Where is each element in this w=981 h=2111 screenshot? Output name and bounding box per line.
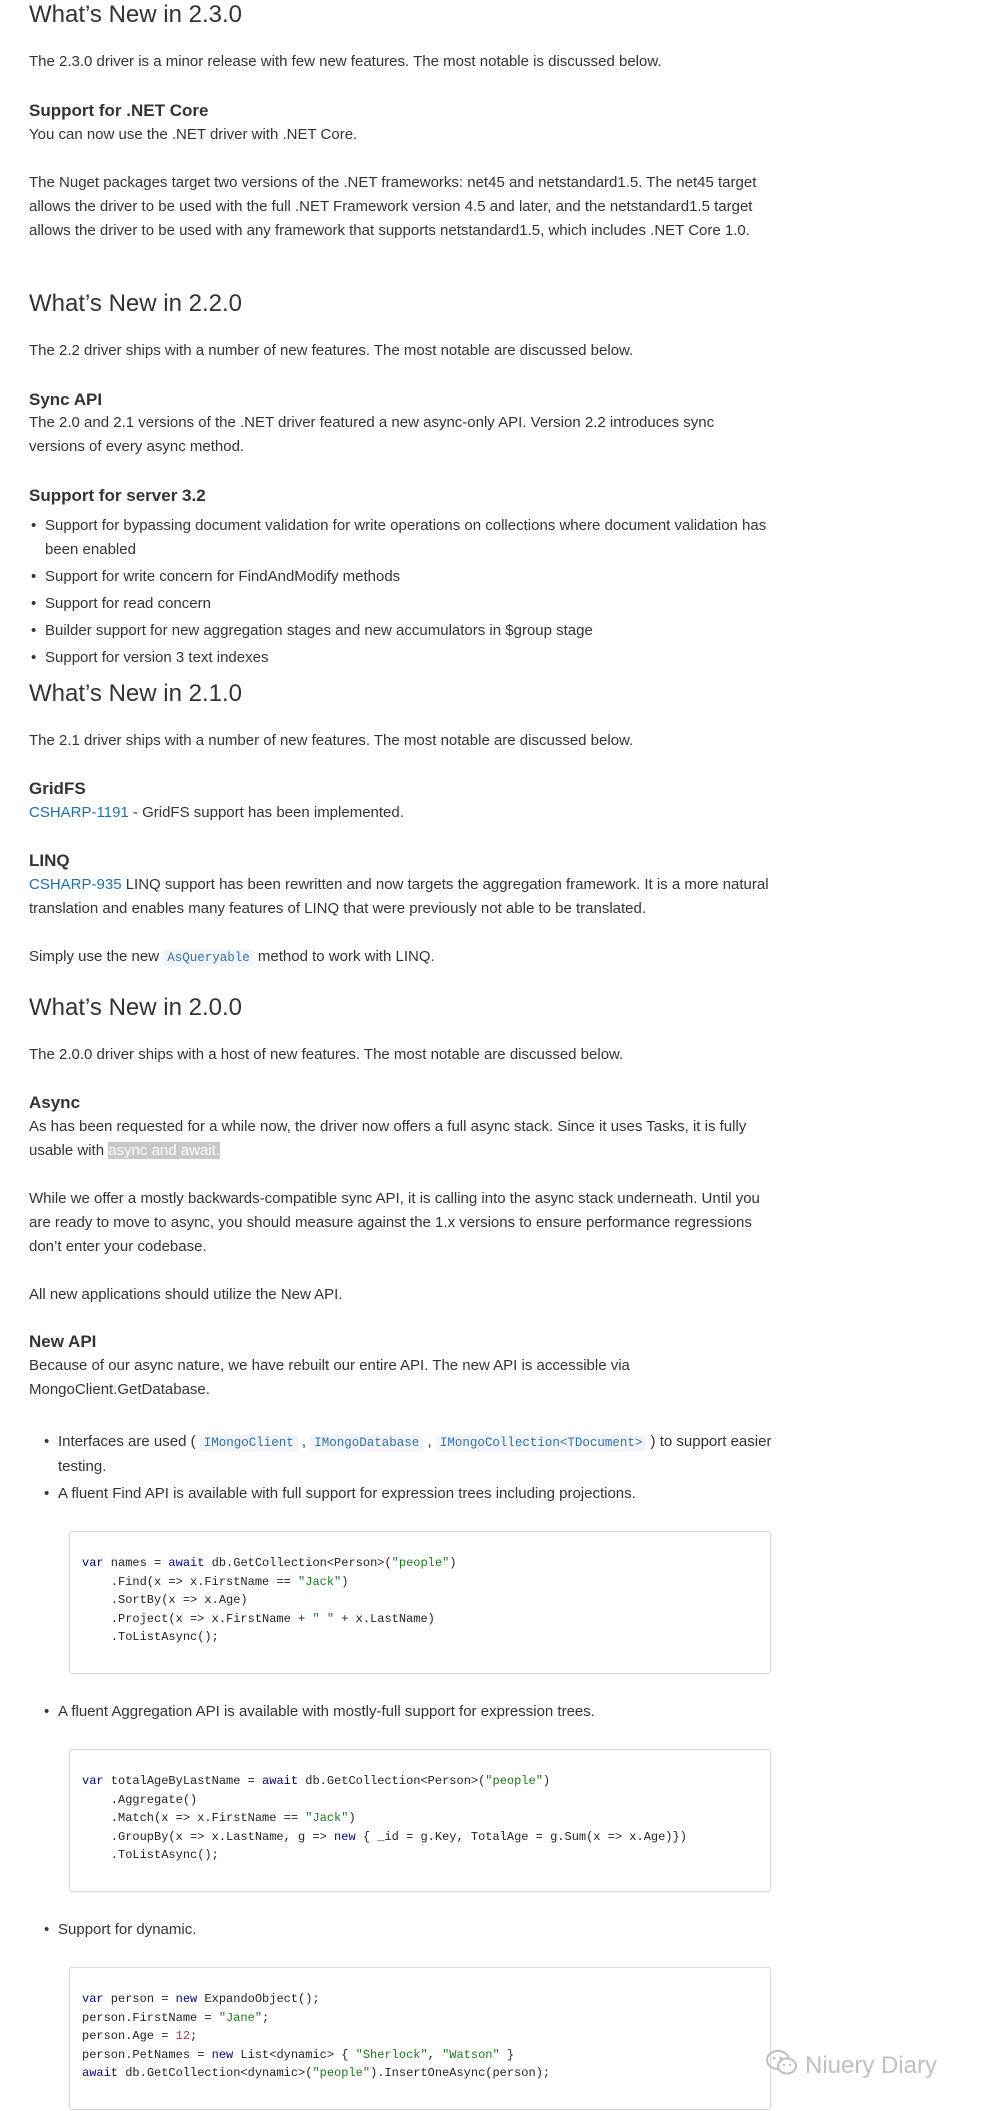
intro-2-1-0: The 2.1 driver ships with a number of new features. The most notable are discussed below. [29, 732, 634, 749]
asqueryable-para: Simply use the new AsQueryable method to work with LINQ. [29, 948, 435, 965]
heading-new-api: New API [29, 1332, 97, 1351]
code-string: "Sherlock" [355, 2047, 428, 2062]
heading-2-3-0: What’s New in 2.3.0 [29, 1, 242, 28]
code-keyword: await [168, 1556, 205, 1570]
new-api-para: Because of our async nature, we have rebuilt our entire API. The new API is accessible via MongoClient.GetDatabase. [29, 1357, 630, 1398]
code-keyword: new [175, 1992, 198, 2006]
code-string: "Jack" [298, 1574, 342, 1589]
linq-para: CSHARP-935 LINQ support has been rewritten and now targets the aggregation framework. It is a more natural translation and enables many features of LINQ that were previously not able to be translated. [29, 876, 769, 917]
list-item: • Support for version 3 text indexes [31, 649, 269, 666]
code-string: "people" [312, 2066, 371, 2080]
aggregation-list [42, 1700, 772, 1727]
heading-async: Async [29, 1093, 81, 1112]
find-code-block [69, 1531, 771, 1674]
intro-2-2-0: The 2.2 driver ships with a number of new features. The most notable are discussed below. [29, 342, 634, 359]
imongocollection-code: IMongoCollection<TDocument> [436, 1435, 647, 1451]
dynamic-code-block [69, 1967, 771, 2110]
wechat-icon [765, 2049, 805, 2084]
list-item: • Interfaces are used ( IMongoClient , IMongoDatabase , IMongoCollection<TDocument> ) to support easier testing. [44, 1433, 772, 1475]
heading-netcore: Support for .NET Core [29, 101, 209, 120]
code-string: "Jane" [218, 2010, 263, 2025]
code-aggregate: var totalAgeByLastName = await db.GetCollection<Person>("people") .Aggregate() .Match(x => x.FirstName == "Jack") .GroupBy(x => x.LastName, g => new { _id = g.Key, TotalAge = g.Sum(x => x.Age)}) .ToListAsync(); [82, 1774, 687, 1862]
heading-server-3-2: Support for server 3.2 [29, 486, 206, 505]
list-item: • Support for read concern [31, 595, 211, 612]
imongodatabase-code: IMongoDatabase [310, 1435, 423, 1451]
code-keyword: new [211, 2047, 234, 2062]
async-para-1: As has been requested for a while now, the driver now offers a full async stack. Since it uses Tasks, it is fully usable with async and await. [29, 1118, 747, 1159]
async-para-3: All new applications should utilize the New API. [29, 1286, 343, 1303]
code-string: "Watson" [442, 2047, 500, 2062]
aggregate-code-block [69, 1749, 771, 1892]
csharp-935-link[interactable]: CSHARP-935 [29, 876, 122, 893]
code-string: "people" [391, 1556, 450, 1570]
imongoclient-code: IMongoClient [200, 1435, 298, 1451]
heading-gridfs: GridFS [29, 779, 86, 798]
code-keyword: new [334, 1829, 356, 1844]
csharp-1191-link[interactable]: CSHARP-1191 [29, 804, 129, 821]
code-number: 12 [175, 2029, 191, 2043]
heading-2-1-0: What’s New in 2.1.0 [29, 680, 242, 707]
dynamic-list [42, 1918, 772, 1945]
sync-api-para: The 2.0 and 2.1 versions of the .NET driver featured a new async-only API. Version 2.2 introduces sync versions of every async method. [29, 414, 715, 455]
watermark-text: Niuery Diary [805, 2052, 938, 2079]
code-dynamic: var person = new ExpandoObject(); person.FirstName = "Jane"; person.Age = 12; person.PetNames = new List<dynamic> { "Sherlock", "Watson" } await db.GetCollection<dynamic>("people").InsertOneAsync(person); [82, 1992, 551, 2080]
gridfs-para: CSHARP-1191 - GridFS support has been implemented. [29, 804, 404, 821]
intro-2-3-0: The 2.3.0 driver is a minor release with few new features. The most notable is discussed below. [29, 53, 662, 70]
asqueryable-code: AsQueryable [163, 950, 254, 966]
code-keyword: var [82, 1556, 104, 1570]
code-keyword: var [82, 1774, 104, 1788]
list-item: • Support for bypassing document validation for write operations on collections where document validation has been enabled [31, 517, 767, 558]
code-find: var names = await db.GetCollection<Person>("people") .Find(x => x.FirstName == "Jack") .SortBy(x => x.Age) .Project(x => x.FirstName + " " + x.LastName) .ToListAsync(); [82, 1556, 457, 1644]
intro-2-0-0: The 2.0.0 driver ships with a host of new features. The most notable are discussed below. [29, 1046, 624, 1063]
heading-sync-api: Sync API [29, 390, 103, 409]
list-item: • Builder support for new aggregation stages and new accumulators in $group stage [31, 622, 593, 639]
list-item: • Support for write concern for FindAndModify methods [31, 568, 401, 585]
code-keyword: await [262, 1774, 299, 1788]
code-string: " " [312, 1611, 335, 1626]
code-keyword: var [82, 1992, 104, 2006]
list-item: • A fluent Find API is available with full support for expression trees including projections. [44, 1485, 636, 1502]
list-item: • Support for dynamic. [44, 1921, 197, 1938]
highlighted-text: async and await. [108, 1142, 220, 1159]
heading-2-2-0: What’s New in 2.2.0 [29, 290, 242, 317]
async-para-2: While we offer a mostly backwards-compatible sync API, it is calling into the async stack underneath. Until you are ready to move to async, you should measure against the 1.x versions to ensure performance regressions don’t enter your codebase. [29, 1190, 760, 1255]
list-item: • A fluent Aggregation API is available with mostly-full support for expression trees. [44, 1703, 595, 1720]
netcore-para-2: The Nuget packages target two versions of the .NET frameworks: net45 and netstandard1.5. The net45 target allows the driver to be used with the full .NET Framework version 4.5 and later, and the netstandard1.5 target allows the driver to be used with any framework that supports netstandard1.5, which includes .NET Core 1.0. [29, 174, 757, 239]
code-keyword: await [82, 2066, 119, 2080]
code-string: "people" [485, 1774, 543, 1788]
heading-2-0-0: What’s New in 2.0.0 [29, 994, 242, 1021]
heading-linq: LINQ [29, 851, 70, 870]
watermark [765, 2050, 965, 2082]
new-api-list [42, 1430, 772, 1509]
netcore-para-1: You can now use the .NET driver with .NET Core. [29, 126, 358, 143]
code-string: "Jack" [305, 1811, 349, 1825]
server-3-2-list [29, 514, 769, 673]
